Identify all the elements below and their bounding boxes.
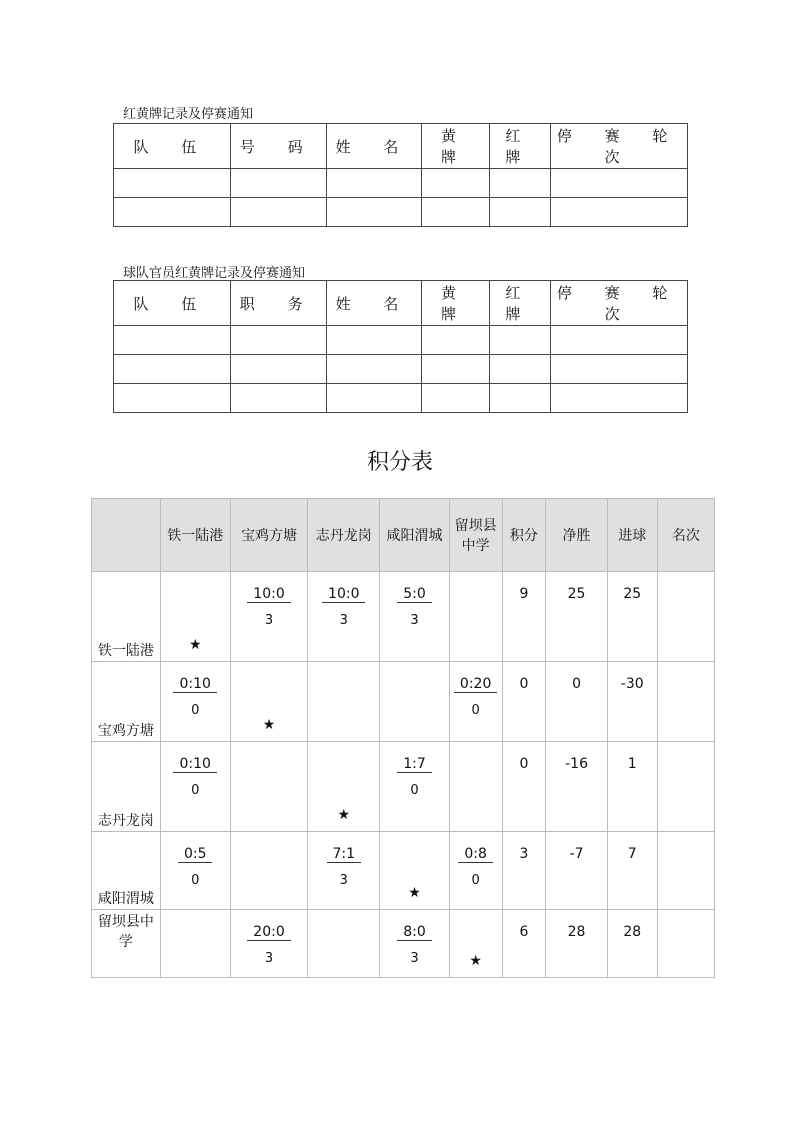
empty-cell bbox=[308, 662, 380, 742]
column-header: 进球 bbox=[607, 499, 657, 572]
empty-cell[interactable] bbox=[230, 198, 326, 227]
standings-table bbox=[91, 498, 715, 978]
points: 3 bbox=[502, 832, 546, 910]
empty-cell bbox=[308, 910, 380, 978]
column-header: 队 伍 bbox=[114, 281, 231, 326]
header-row bbox=[114, 124, 688, 169]
self-match-star-icon: ★ bbox=[380, 832, 450, 910]
table-row bbox=[114, 198, 688, 227]
match-result: 0:10 0 bbox=[160, 662, 230, 742]
column-header: 号 码 bbox=[230, 124, 326, 169]
goals: 28 bbox=[607, 910, 657, 978]
column-header: 净胜 bbox=[546, 499, 607, 572]
empty-cell[interactable] bbox=[422, 384, 489, 413]
points: 0 bbox=[502, 742, 546, 832]
empty-cell bbox=[449, 742, 502, 832]
team-name: 志丹龙岗 bbox=[92, 742, 161, 832]
match-result: 8:0 3 bbox=[380, 910, 450, 978]
self-match-star-icon: ★ bbox=[230, 662, 308, 742]
rank bbox=[657, 742, 714, 832]
points: 9 bbox=[502, 572, 546, 662]
empty-cell[interactable] bbox=[114, 169, 231, 198]
officials-cards-table bbox=[113, 280, 688, 413]
empty-cell bbox=[230, 832, 308, 910]
section2-caption: 球队官员红黄牌记录及停赛通知 bbox=[123, 266, 306, 281]
column-header: 停 赛 轮 次 bbox=[551, 124, 688, 169]
goals: -30 bbox=[607, 662, 657, 742]
empty-cell[interactable] bbox=[489, 384, 551, 413]
self-match-star-icon: ★ bbox=[449, 910, 502, 978]
goal-difference: 0 bbox=[546, 662, 607, 742]
match-result: 1:7 0 bbox=[380, 742, 450, 832]
empty-cell[interactable] bbox=[551, 326, 688, 355]
table-row bbox=[92, 742, 715, 832]
points: 0 bbox=[502, 662, 546, 742]
match-result: 0:10 0 bbox=[160, 742, 230, 832]
empty-cell[interactable] bbox=[422, 355, 489, 384]
column-header: 宝鸡方塘 bbox=[230, 499, 308, 572]
column-header: 红 牌 bbox=[489, 281, 551, 326]
column-header: 黄 牌 bbox=[422, 281, 489, 326]
column-header: 姓 名 bbox=[326, 124, 422, 169]
match-result: 10:0 3 bbox=[230, 572, 308, 662]
team-name: 咸阳渭城 bbox=[92, 832, 161, 910]
empty-cell[interactable] bbox=[551, 384, 688, 413]
table-row bbox=[92, 572, 715, 662]
empty-cell bbox=[380, 662, 450, 742]
standings-title: 积分表 bbox=[366, 450, 433, 475]
table-row bbox=[92, 910, 715, 978]
empty-cell[interactable] bbox=[114, 198, 231, 227]
empty-cell[interactable] bbox=[489, 355, 551, 384]
empty-cell[interactable] bbox=[422, 198, 489, 227]
goals: 7 bbox=[607, 832, 657, 910]
table-row bbox=[92, 662, 715, 742]
empty-cell[interactable] bbox=[114, 326, 231, 355]
empty-cell bbox=[449, 572, 502, 662]
team-name: 宝鸡方塘 bbox=[92, 662, 161, 742]
team-name: 铁一陆港 bbox=[92, 572, 161, 662]
match-result: 0:20 0 bbox=[449, 662, 502, 742]
empty-cell[interactable] bbox=[489, 169, 551, 198]
match-result: 5:0 3 bbox=[380, 572, 450, 662]
table-row bbox=[92, 832, 715, 910]
table-row bbox=[114, 169, 688, 198]
empty-cell[interactable] bbox=[230, 169, 326, 198]
column-header: 姓 名 bbox=[326, 281, 422, 326]
empty-cell[interactable] bbox=[489, 326, 551, 355]
empty-cell[interactable] bbox=[114, 384, 231, 413]
rank bbox=[657, 662, 714, 742]
column-header: 红 牌 bbox=[489, 124, 551, 169]
header-row bbox=[114, 281, 688, 326]
team-name: 留坝县中学 bbox=[92, 910, 161, 978]
header-row bbox=[92, 499, 715, 572]
column-header: 停 赛 轮 次 bbox=[551, 281, 688, 326]
goal-difference: -16 bbox=[546, 742, 607, 832]
empty-cell[interactable] bbox=[326, 198, 422, 227]
empty-cell[interactable] bbox=[326, 326, 422, 355]
empty-cell[interactable] bbox=[326, 169, 422, 198]
empty-cell[interactable] bbox=[230, 355, 326, 384]
empty-cell[interactable] bbox=[326, 384, 422, 413]
empty-cell[interactable] bbox=[230, 326, 326, 355]
rank bbox=[657, 910, 714, 978]
match-result: 0:8 0 bbox=[449, 832, 502, 910]
goals: 1 bbox=[607, 742, 657, 832]
column-header: 留坝县中学 bbox=[449, 499, 502, 572]
cards-table bbox=[113, 123, 688, 227]
rank bbox=[657, 832, 714, 910]
column-header: 职 务 bbox=[230, 281, 326, 326]
empty-cell bbox=[230, 742, 308, 832]
goal-difference: 28 bbox=[546, 910, 607, 978]
goals: 25 bbox=[607, 572, 657, 662]
column-header: 积分 bbox=[502, 499, 546, 572]
rank bbox=[657, 572, 714, 662]
column-header: 志丹龙岗 bbox=[308, 499, 380, 572]
column-header: 铁一陆港 bbox=[160, 499, 230, 572]
match-result: 0:5 0 bbox=[160, 832, 230, 910]
empty-cell[interactable] bbox=[230, 384, 326, 413]
goal-difference: -7 bbox=[546, 832, 607, 910]
self-match-star-icon: ★ bbox=[160, 572, 230, 662]
table-row bbox=[114, 326, 688, 355]
match-result: 7:1 3 bbox=[308, 832, 380, 910]
column-header: 名次 bbox=[657, 499, 714, 572]
table-row bbox=[114, 384, 688, 413]
column-header bbox=[92, 499, 161, 572]
empty-cell[interactable] bbox=[551, 198, 688, 227]
section1-caption: 红黄牌记录及停赛通知 bbox=[123, 107, 254, 122]
column-header: 黄 牌 bbox=[422, 124, 489, 169]
empty-cell[interactable] bbox=[114, 355, 231, 384]
empty-cell bbox=[160, 910, 230, 978]
column-header: 队 伍 bbox=[114, 124, 231, 169]
empty-cell[interactable] bbox=[489, 198, 551, 227]
goal-difference: 25 bbox=[546, 572, 607, 662]
match-result: 10:0 3 bbox=[308, 572, 380, 662]
empty-cell[interactable] bbox=[422, 326, 489, 355]
empty-cell[interactable] bbox=[422, 169, 489, 198]
empty-cell[interactable] bbox=[326, 355, 422, 384]
match-result: 20:0 3 bbox=[230, 910, 308, 978]
empty-cell[interactable] bbox=[551, 355, 688, 384]
empty-cell[interactable] bbox=[551, 169, 688, 198]
self-match-star-icon: ★ bbox=[308, 742, 380, 832]
column-header: 咸阳渭城 bbox=[380, 499, 450, 572]
points: 6 bbox=[502, 910, 546, 978]
table-row bbox=[114, 355, 688, 384]
